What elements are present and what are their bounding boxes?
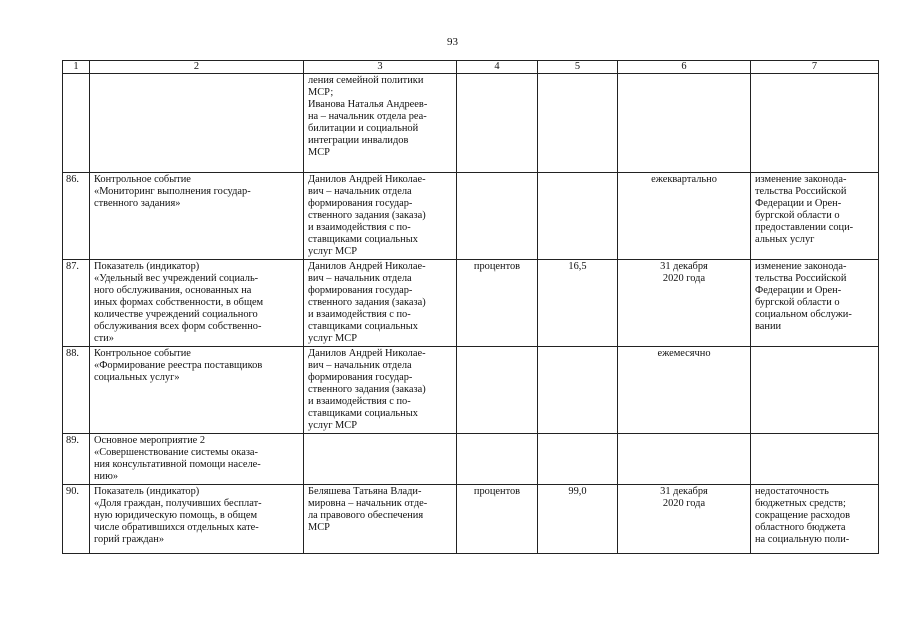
row-number-cell: 88. (63, 347, 90, 434)
row-number-cell: 87. (63, 260, 90, 347)
risk-cell: изменение законода- тельства Российской Федерации и Орен- бургской области о предоставлении соци- альных услуг (751, 173, 879, 260)
column-header: 6 (618, 61, 751, 74)
row-number-cell (63, 74, 90, 173)
table-row (63, 434, 879, 485)
value-cell (538, 173, 618, 260)
measure-cell: Контрольное событие «Формирование реестра поставщиков социальных услуг» (90, 347, 304, 434)
unit-cell: процентов (457, 260, 538, 347)
unit-cell: процентов (457, 485, 538, 554)
term-cell: 31 декабря 2020 года (618, 485, 751, 554)
column-header: 2 (90, 61, 304, 74)
risk-cell: недостаточность бюджетных средств; сокращение расходов областного бюджета на социальную поли- (751, 485, 879, 554)
table-row (63, 260, 879, 347)
risk-cell (751, 74, 879, 173)
measure-cell (90, 74, 304, 173)
header-row (63, 61, 879, 74)
table-row (63, 485, 879, 554)
measure-cell: Основное мероприятие 2 «Совершенствование системы оказа- ния консультативной помощи населе- нию» (90, 434, 304, 485)
term-cell: ежеквартально (618, 173, 751, 260)
risk-cell: изменение законода- тельства Российской Федерации и Орен- бургской области о социальном обслужи- вании (751, 260, 879, 347)
column-header: 7 (751, 61, 879, 74)
value-cell (538, 347, 618, 434)
column-header: 5 (538, 61, 618, 74)
table-row (63, 173, 879, 260)
row-number-cell: 86. (63, 173, 90, 260)
responsible-cell: Данилов Андрей Николае- вич – начальник отдела формирования государ- ственного задания (заказа) и взаимодействия с по- ставщиками социальных услуг МСР (304, 173, 457, 260)
measure-cell: Показатель (индикатор) «Доля граждан, получивших бесплат- ную юридическую помощь, в общем числе обратившихся отдельных кате- горий граждан» (90, 485, 304, 554)
term-cell (618, 434, 751, 485)
term-cell: ежемесячно (618, 347, 751, 434)
responsible-cell: Данилов Андрей Николае- вич – начальник отдела формирования государ- ственного задания (заказа) и взаимодействия с по- ставщиками социальных услуг МСР (304, 260, 457, 347)
measure-cell: Контрольное событие «Мониторинг выполнения государ- ственного задания» (90, 173, 304, 260)
responsible-cell (304, 434, 457, 485)
row-number-cell: 89. (63, 434, 90, 485)
unit-cell (457, 173, 538, 260)
risk-cell (751, 347, 879, 434)
column-header: 1 (63, 61, 90, 74)
risk-cell (751, 434, 879, 485)
value-cell (538, 434, 618, 485)
column-header: 3 (304, 61, 457, 74)
term-cell (618, 74, 751, 173)
value-cell: 99,0 (538, 485, 618, 554)
value-cell: 16,5 (538, 260, 618, 347)
plan-table (62, 60, 879, 554)
term-cell: 31 декабря 2020 года (618, 260, 751, 347)
table-row (63, 347, 879, 434)
row-number-cell: 90. (63, 485, 90, 554)
measure-cell: Показатель (индикатор) «Удельный вес учреждений социаль- ного обслуживания, основанных на иных формах собственности, в общем количестве учреждений социального обслуживания всех форм собственно- сти» (90, 260, 304, 347)
column-header: 4 (457, 61, 538, 74)
responsible-cell: ления семейной политики МСР; Иванова Наталья Андреев- на – начальник отдела реа- билитации и социальной интеграции инвалидов МСР (304, 74, 457, 173)
responsible-cell: Беляшева Татьяна Влади- мировна – начальник отде- ла правового обеспечения МСР (304, 485, 457, 554)
unit-cell (457, 74, 538, 173)
value-cell (538, 74, 618, 173)
page-number: 93 (447, 36, 458, 48)
table-row (63, 74, 879, 173)
unit-cell (457, 434, 538, 485)
responsible-cell: Данилов Андрей Николае- вич – начальник отдела формирования государ- ственного задания (заказа) и взаимодействия с по- ставщиками социальных услуг МСР (304, 347, 457, 434)
unit-cell (457, 347, 538, 434)
